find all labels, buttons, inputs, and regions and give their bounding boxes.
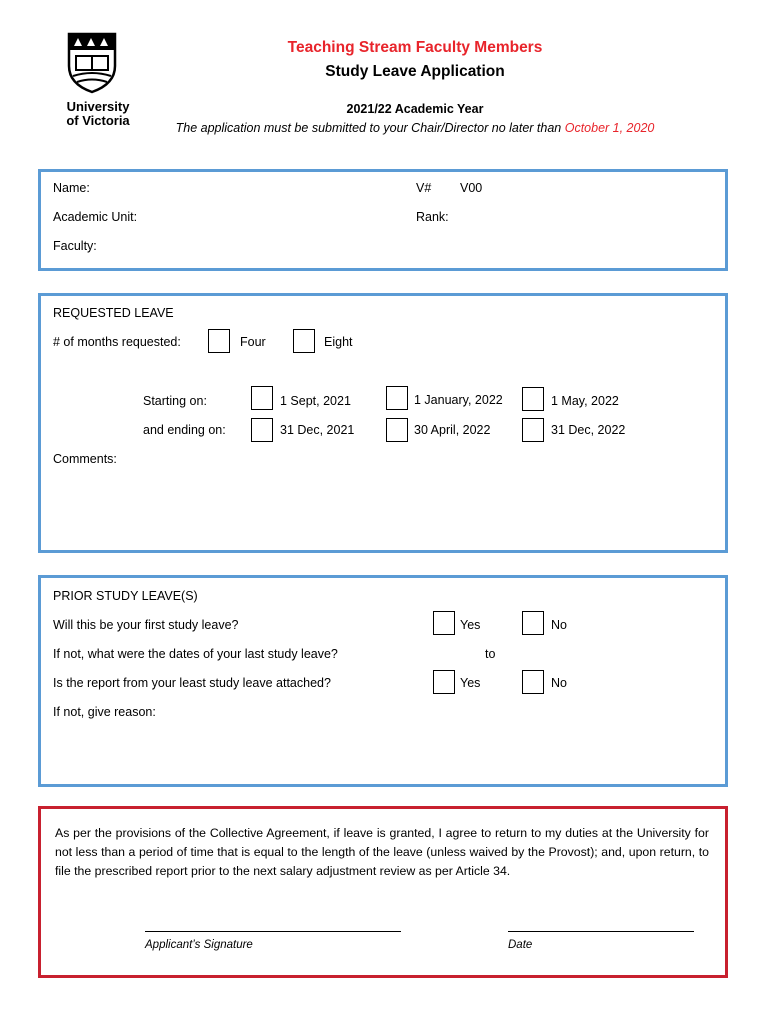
first-leave-question: Will this be your first study leave? bbox=[53, 618, 239, 632]
report-attached-question: Is the report from your least study leave attached? bbox=[53, 676, 331, 690]
report-yes-checkbox[interactable] bbox=[433, 670, 455, 694]
crest-icon bbox=[67, 32, 117, 94]
vnum-value: V00 bbox=[460, 181, 483, 195]
deadline-text: The application must be submitted to your Chair/Director no later than bbox=[175, 121, 565, 135]
academic-unit-label: Academic Unit: bbox=[53, 210, 138, 224]
personal-info-section bbox=[38, 169, 728, 271]
start-may-2022-label: 1 May, 2022 bbox=[551, 394, 619, 408]
first-leave-no-label: No bbox=[551, 618, 567, 632]
date-caption: Date bbox=[508, 939, 533, 951]
name-label: Name: bbox=[53, 181, 90, 195]
report-no-label: No bbox=[551, 676, 567, 690]
comments-label: Comments: bbox=[53, 452, 117, 466]
first-leave-yes-checkbox[interactable] bbox=[433, 611, 455, 635]
logo-wordmark bbox=[58, 100, 138, 128]
academic-year: 2021/22 Academic Year bbox=[346, 102, 484, 116]
start-sept-2021-label: 1 Sept, 2021 bbox=[280, 394, 351, 408]
logo-line-1: University bbox=[66, 99, 130, 114]
rank-label: Rank: bbox=[416, 210, 449, 224]
end-dec-2022-label: 31 Dec, 2022 bbox=[551, 423, 626, 437]
form-title-red: Teaching Stream Faculty Members bbox=[287, 39, 543, 56]
last-leave-dates-question: If not, what were the dates of your last study leave? bbox=[53, 647, 338, 661]
dates-to-label: to bbox=[485, 647, 496, 661]
requested-leave-heading: REQUESTED LEAVE bbox=[53, 306, 174, 320]
first-leave-no-checkbox[interactable] bbox=[522, 611, 544, 635]
end-dec-2021-label: 31 Dec, 2021 bbox=[280, 423, 355, 437]
faculty-label: Faculty: bbox=[53, 239, 97, 253]
end-dec-2021-checkbox[interactable] bbox=[251, 418, 273, 442]
start-jan-2022-checkbox[interactable] bbox=[386, 386, 408, 410]
end-april-2022-label: 30 April, 2022 bbox=[414, 423, 491, 437]
signature-line[interactable] bbox=[145, 931, 401, 932]
deadline-date: October 1, 2020 bbox=[564, 121, 655, 135]
first-leave-yes-label: Yes bbox=[460, 618, 481, 632]
start-sept-2021-checkbox[interactable] bbox=[251, 386, 273, 410]
deadline-notice bbox=[160, 121, 670, 135]
logo-line-2: of Victoria bbox=[66, 113, 130, 128]
starting-on-label: Starting on: bbox=[143, 394, 207, 408]
vnum-label: V# bbox=[416, 181, 432, 195]
eight-months-label: Eight bbox=[324, 335, 353, 349]
end-dec-2022-checkbox[interactable] bbox=[522, 418, 544, 442]
start-may-2022-checkbox[interactable] bbox=[522, 387, 544, 411]
end-april-2022-checkbox[interactable] bbox=[386, 418, 408, 442]
start-jan-2022-label: 1 January, 2022 bbox=[414, 393, 503, 407]
months-requested-label: # of months requested: bbox=[53, 335, 181, 349]
agreement-text: As per the provisions of the Collective Agreement, if leave is granted, I agree to return to my duties at the University for not less than a period of time that is equal to the length of the leave (unless waived by the Provost); and, upon return, to file the prescribed report prior to the next salary adjustment review as per Article 34. bbox=[55, 826, 709, 878]
four-months-label: Four bbox=[240, 335, 266, 349]
reason-label: If not, give reason: bbox=[53, 705, 156, 719]
four-months-checkbox[interactable] bbox=[208, 329, 230, 353]
form-title: Study Leave Application bbox=[325, 63, 505, 80]
eight-months-checkbox[interactable] bbox=[293, 329, 315, 353]
date-line[interactable] bbox=[508, 931, 694, 932]
signature-caption: Applicant’s Signature bbox=[145, 939, 253, 951]
ending-on-label: and ending on: bbox=[143, 423, 226, 437]
report-no-checkbox[interactable] bbox=[522, 670, 544, 694]
prior-leave-heading: PRIOR STUDY LEAVE(S) bbox=[53, 589, 198, 603]
report-yes-label: Yes bbox=[460, 676, 481, 690]
